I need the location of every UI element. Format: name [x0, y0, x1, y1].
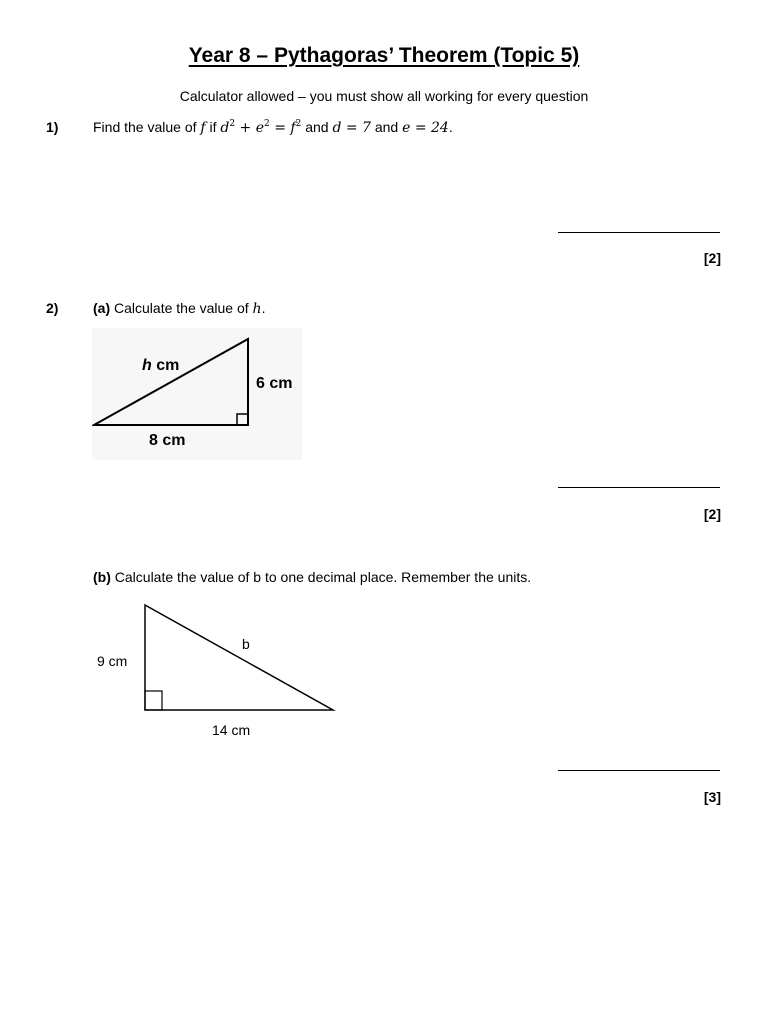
- q1-e-assign: e = 24: [402, 120, 449, 136]
- page-subtitle: Calculator allowed – you must show all working for every question: [179, 88, 589, 104]
- triangle-diagram-a: [92, 328, 302, 460]
- q1-d-assign: d = 7: [332, 120, 371, 136]
- eq-e-exp: 2: [264, 119, 270, 129]
- eq-d: d: [220, 120, 230, 136]
- diagram-a-background: [92, 328, 302, 460]
- q2b-label: (b): [93, 569, 111, 585]
- eq-plus: +: [239, 120, 252, 136]
- q1-text-start: Find the value of: [93, 119, 197, 135]
- q2a-answer-line[interactable]: [558, 487, 720, 488]
- q1-text-and-2: and: [374, 119, 399, 135]
- question-2-number: 2): [46, 300, 59, 316]
- q1-answer-line[interactable]: [558, 232, 720, 233]
- q2a-text: Calculate the value of: [114, 300, 249, 316]
- hyp-var-h: h: [142, 357, 152, 374]
- q1-text-if: if: [209, 119, 217, 135]
- triangle-diagram-b: [92, 598, 342, 746]
- q1-var-f: f: [200, 120, 206, 136]
- q2a-label: (a): [93, 300, 111, 316]
- triangle-b-height-label: 9 cm: [97, 653, 128, 669]
- q2a-marks: [2]: [703, 506, 721, 522]
- triangle-b-base-label: 14 cm: [212, 722, 251, 738]
- triangle-a-height-label: 6 cm: [256, 375, 293, 392]
- page-title: Year 8 – Pythagoras’ Theorem (Topic 5): [188, 44, 580, 67]
- q2a-text-end: .: [261, 300, 266, 316]
- q2b-text: Calculate the value of b to one decimal place. Remember the units.: [114, 569, 532, 585]
- q1-text-end: .: [448, 119, 453, 135]
- q1-equation: [220, 120, 301, 136]
- question-2b-text: [93, 569, 531, 585]
- q2b-answer-line[interactable]: [558, 770, 720, 771]
- eq-e: e: [255, 120, 265, 136]
- q1-marks: [2]: [703, 250, 721, 266]
- hyp-unit: cm: [156, 357, 180, 374]
- eq-equals: =: [274, 120, 286, 136]
- question-1-number: 1): [46, 119, 59, 135]
- right-angle-marker-b: [145, 691, 162, 710]
- eq-f-exp: 2: [295, 119, 302, 129]
- triangle-b-hyp-label: b: [242, 636, 250, 652]
- q2b-marks: [3]: [703, 789, 721, 805]
- triangle-b-shape: [145, 605, 333, 710]
- triangle-a-hyp-label: [142, 357, 179, 374]
- q2a-var-h: h: [252, 301, 262, 317]
- eq-f: f: [290, 120, 296, 136]
- question-1-text: [93, 119, 453, 136]
- eq-d-exp: 2: [229, 119, 236, 129]
- question-2a-text: [93, 300, 265, 317]
- q1-text-and-1: and: [305, 119, 329, 135]
- triangle-a-base-label: 8 cm: [149, 432, 186, 449]
